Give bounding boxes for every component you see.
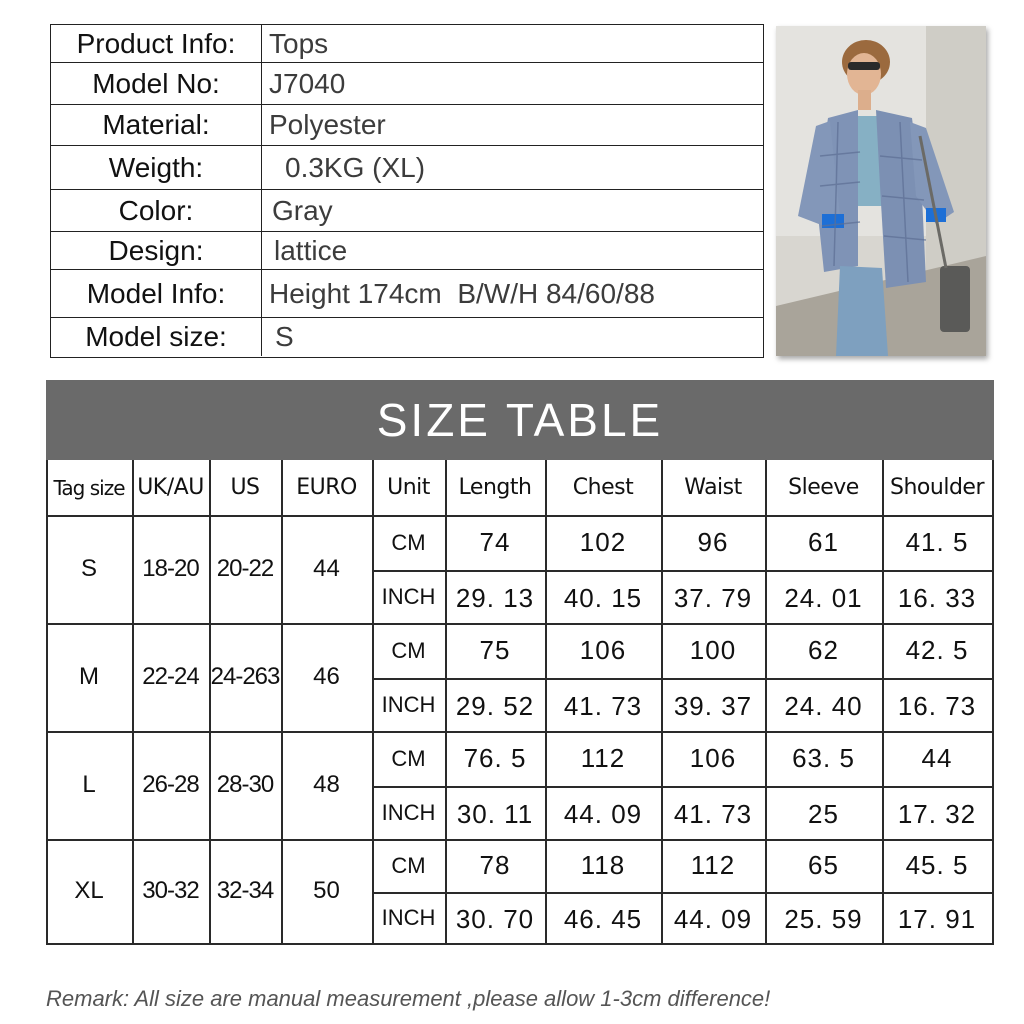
measurement-cell-inch: 24. 01 [784, 583, 863, 613]
measurement-cell-inch: 46. 45 [563, 904, 643, 934]
grid-line [46, 943, 994, 945]
info-row-weight [51, 146, 763, 190]
measurement-cell-inch: 44. 09 [673, 904, 753, 934]
remark-text: Remark: All size are manual measurement ,please allow 1-3cm difference! [46, 986, 771, 1011]
tag-size-cell: XL [74, 877, 104, 904]
measurement-cell-cm: 62 [808, 635, 839, 665]
measurement-cell-inch: 39. 37 [673, 691, 753, 721]
ukau-size-cell: 30-32 [142, 877, 199, 904]
measurement-cell-cm: 106 [689, 743, 737, 773]
tag-size-cell: L [82, 771, 96, 798]
measurement-cell-inch: 40. 15 [563, 583, 643, 613]
measurement-cell-inch: 16. 33 [897, 583, 977, 613]
unit-cell-cm: CM [391, 637, 426, 663]
measurement-cell-inch: 44. 09 [563, 799, 643, 829]
measurement-cell-cm: 112 [580, 743, 626, 773]
measurement-cell-cm: 78 [479, 850, 511, 880]
info-value: Tops [269, 27, 329, 59]
unit-cell-cm: CM [391, 852, 426, 878]
info-label: Model size: [51, 318, 262, 356]
euro-size-cell: 50 [313, 877, 340, 904]
measurement-cell-cm: 41. 5 [905, 527, 969, 557]
grid-line [372, 570, 994, 572]
measurement-cell-cm: 45. 5 [905, 850, 969, 880]
ukau-size-cell: 22-24 [142, 663, 199, 690]
grid-line [372, 786, 994, 788]
info-value: S [275, 321, 294, 352]
info-value: Height 174cm B/W/H 84/60/88 [269, 277, 655, 309]
unit-cell-cm: CM [391, 745, 426, 771]
model-photo [776, 26, 986, 356]
measurement-cell-cm: 96 [697, 527, 729, 557]
measurement-cell-inch: 41. 73 [563, 691, 643, 721]
measurement-cell-cm: 112 [690, 850, 736, 880]
measurement-cell-cm: 102 [579, 527, 627, 557]
measurement-cell-inch: 41. 73 [673, 799, 753, 829]
info-label: Weigth: [51, 146, 262, 189]
measurement-cell-inch: 17. 32 [897, 799, 977, 829]
unit-cell-cm: CM [391, 529, 426, 555]
measurement-cell-inch: 29. 13 [455, 583, 535, 613]
measurement-cell-cm: 100 [689, 635, 737, 665]
info-label: Model Info: [51, 270, 262, 317]
unit-cell-inch: INCH [381, 691, 436, 717]
measurement-cell-cm: 42. 5 [905, 635, 969, 665]
tag-size-cell: S [80, 555, 97, 582]
measurement-cell-inch: 37. 79 [673, 583, 753, 613]
us-size-cell: 20-22 [216, 555, 274, 582]
info-label: Design: [51, 232, 262, 269]
column-header: Sleeve [788, 475, 859, 500]
column-header: UK/AU [137, 475, 204, 500]
us-size-cell: 28-30 [216, 771, 274, 798]
measurement-cell-inch: 17. 91 [897, 904, 977, 934]
info-value: Gray [272, 194, 333, 226]
column-header: Unit [387, 475, 430, 500]
measurement-cell-inch: 24. 40 [784, 691, 863, 721]
measurement-cell-cm: 65 [808, 850, 839, 880]
measurement-cell-cm: 76. 5 [463, 743, 527, 773]
us-size-cell: 32-34 [216, 877, 274, 904]
info-row-design [51, 232, 763, 270]
measurement-cell-cm: 61 [808, 527, 839, 557]
measurement-cell-inch: 16. 73 [897, 691, 977, 721]
unit-cell-inch: INCH [381, 799, 436, 825]
info-label: Color: [51, 190, 262, 231]
info-row-material [51, 105, 763, 146]
info-value: J7040 [269, 67, 346, 99]
size-table-title: SIZE TABLE [46, 380, 994, 460]
ukau-size-cell: 18-20 [142, 555, 199, 582]
measurement-cell-inch: 25 [808, 799, 839, 829]
column-header: US [230, 475, 260, 500]
unit-cell-inch: INCH [381, 904, 436, 930]
measurement-cell-cm: 74 [479, 527, 511, 557]
measurement-cell-inch: 25. 59 [784, 904, 863, 934]
info-row-model-size [51, 318, 763, 356]
measurement-cell-cm: 63. 5 [792, 743, 855, 773]
measurement-cell-inch: 30. 11 [456, 799, 534, 829]
tag-size-cell: M [79, 663, 99, 690]
euro-size-cell: 44 [313, 555, 340, 582]
measurement-cell-cm: 118 [580, 850, 626, 880]
measurement-cell-cm: 44 [921, 743, 953, 773]
euro-size-cell: 48 [313, 771, 340, 798]
grid-line [372, 892, 994, 894]
info-row-color [51, 190, 763, 232]
info-row-product [51, 25, 763, 63]
info-label: Material: [51, 105, 262, 145]
column-header: Chest [572, 475, 634, 500]
info-value: lattice [274, 234, 348, 266]
model-photo-icon [776, 26, 986, 356]
column-header: Shoulder [890, 475, 984, 500]
info-row-model-info [51, 270, 763, 318]
info-label: Model No: [51, 63, 262, 104]
column-header: Tag size [53, 475, 125, 500]
info-row-model-no [51, 63, 763, 105]
info-value: Polyester [269, 109, 386, 140]
ukau-size-cell: 26-28 [142, 771, 199, 798]
column-header: Waist [684, 475, 742, 500]
info-value: 0.3KG (XL) [285, 151, 426, 183]
us-size-cell: 24-263 [210, 663, 280, 690]
unit-cell-inch: INCH [381, 583, 436, 609]
measurement-cell-cm: 75 [479, 635, 511, 665]
euro-size-cell: 46 [313, 663, 340, 690]
measurement-cell-cm: 106 [579, 635, 627, 665]
measurement-cell-inch: 29. 52 [455, 691, 535, 721]
product-info-table [50, 24, 764, 358]
grid-line [372, 678, 994, 680]
info-label: Product Info: [51, 25, 262, 62]
grid-line [992, 460, 994, 945]
column-header: Length [458, 475, 532, 500]
column-header: EURO [296, 475, 357, 500]
measurement-cell-inch: 30. 70 [455, 904, 535, 934]
